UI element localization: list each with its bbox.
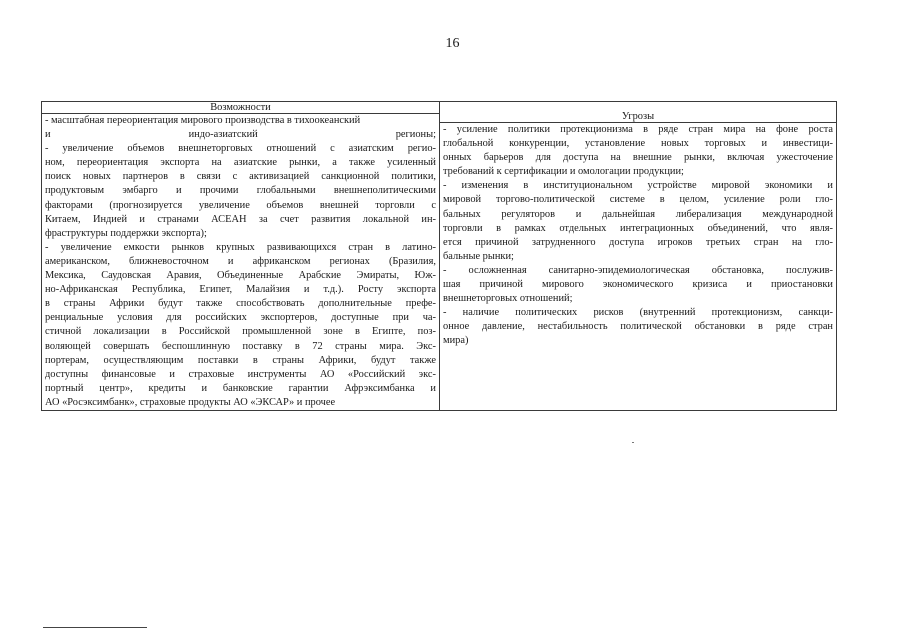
- page-number: 16: [445, 36, 460, 51]
- opportunity-line: ном, переориентация экспорта на азиатские рынки, а также усиленный: [45, 157, 436, 169]
- threat-line: требований к сертификации и омологации продукции;: [443, 166, 684, 178]
- threat-line: - осложненная санитарно-эпидемиологическая обстановка, послужив-: [443, 264, 833, 276]
- opportunity-line: воляющей совершать беспошлинную поставку в 72 страны мира. Экс-: [45, 340, 436, 352]
- opportunity-line: продуктовым эмбарго и прочими глобальными внешнеполитическими: [45, 185, 436, 197]
- opportunity-line: американском, ближневосточном и африканском регионах (Бразилия,: [45, 255, 436, 267]
- threat-line: бальные рынки;: [443, 250, 514, 262]
- threat-line: ется причиной затрудненного доступа игроков третьих стран на гло-: [443, 236, 833, 248]
- opportunity-line: в страны Африки будут также способствовать дополнительные префе-: [45, 298, 436, 310]
- threat-line: мировой торгово-политической системе в целом, усиление роли гло-: [443, 194, 833, 206]
- threat-line: - изменения в институциональном устройстве мировой экономики и: [443, 180, 833, 192]
- opportunity-line: ренциальные условия для российских экспортеров, доступные при ча-: [45, 312, 436, 324]
- opportunity-line: но-Африканская Республика, Египет, Малайзия и т.д.). Росту экспорта: [45, 284, 436, 296]
- opportunities-text: [45, 114, 436, 410]
- threat-line: торговли в рамках отдельных интеграционных объединений, что явля-: [443, 222, 833, 234]
- threat-line: шая причиной мирового экономического кризиса и приостановки: [443, 279, 833, 291]
- opportunity-line: доступны финансовые и страховые инструменты АО «Российский экс-: [45, 368, 436, 380]
- threat-line: бальных регуляторов и дальнейшая либерализация международной: [443, 208, 833, 220]
- threats-column: [440, 102, 837, 411]
- opportunity-line: Мексика, Саудовская Аравия, Объединенные Арабские Эмираты, Юж-: [45, 270, 436, 282]
- header-threats: Угрозы: [440, 102, 836, 123]
- opportunity-line: портный центр», кредиты и банковские гарантии Афрэксимбанка и: [45, 382, 436, 394]
- footnote-rule: [43, 627, 147, 628]
- header-opportunities: Возможности: [42, 102, 440, 114]
- threat-line: онных барьеров для доступа на внешние рынки, включая ужесточение: [443, 152, 833, 164]
- opportunity-line: портерам, осуществляющим поставки в страны Африки, будут также: [45, 354, 436, 366]
- threat-line: - наличие политических рисков (внутренний протекционизм, санкци-: [443, 307, 833, 319]
- opportunity-line: стичной локализации в Российской промышленной зоне в Египте, поз-: [45, 326, 436, 338]
- threat-line: мира): [443, 335, 469, 347]
- opportunity-line: факторами (прогнозируется увеличение объемов внешней торговли с: [45, 199, 436, 211]
- opportunity-line: и индо-азиатский регионы;: [45, 129, 436, 141]
- opportunities-column: [42, 114, 440, 411]
- table-header-row: [42, 102, 837, 114]
- opportunity-line: Китаем, Индией и странами АСЕАН за счет развития локальной ин-: [45, 213, 436, 225]
- opportunity-line: поиск новых партнеров в связи с активизацией санкционной политики,: [45, 171, 436, 183]
- threat-line: онное давление, нестабильность политической обстановки в ряде стран: [443, 321, 833, 333]
- threat-line: глобальной конкуренции, установление новых торговых и инвестици-: [443, 138, 833, 150]
- swot-table: [41, 101, 837, 411]
- opportunity-line: - увеличение объемов внешнеторговых отношений с азиатским регио-: [45, 143, 436, 155]
- opportunity-line: фраструктуры поддержки экспорта);: [45, 227, 207, 239]
- opportunity-line: - масштабная переориентация мирового производства в тихоокеанский: [45, 115, 361, 126]
- threat-line: внешнеторговых отношений;: [443, 293, 573, 305]
- scan-dot: [632, 442, 634, 443]
- opportunity-line: АО «Росэксимбанк», страховые продукты АО «ЭКСАР» и прочее: [45, 396, 336, 408]
- threat-line: - усиление политики протекционизма в ряде стран мира на фоне роста: [443, 124, 833, 135]
- threats-text: [443, 123, 833, 349]
- opportunity-line: - увеличение емкости рынков крупных развивающихся стран в латино-: [45, 241, 436, 253]
